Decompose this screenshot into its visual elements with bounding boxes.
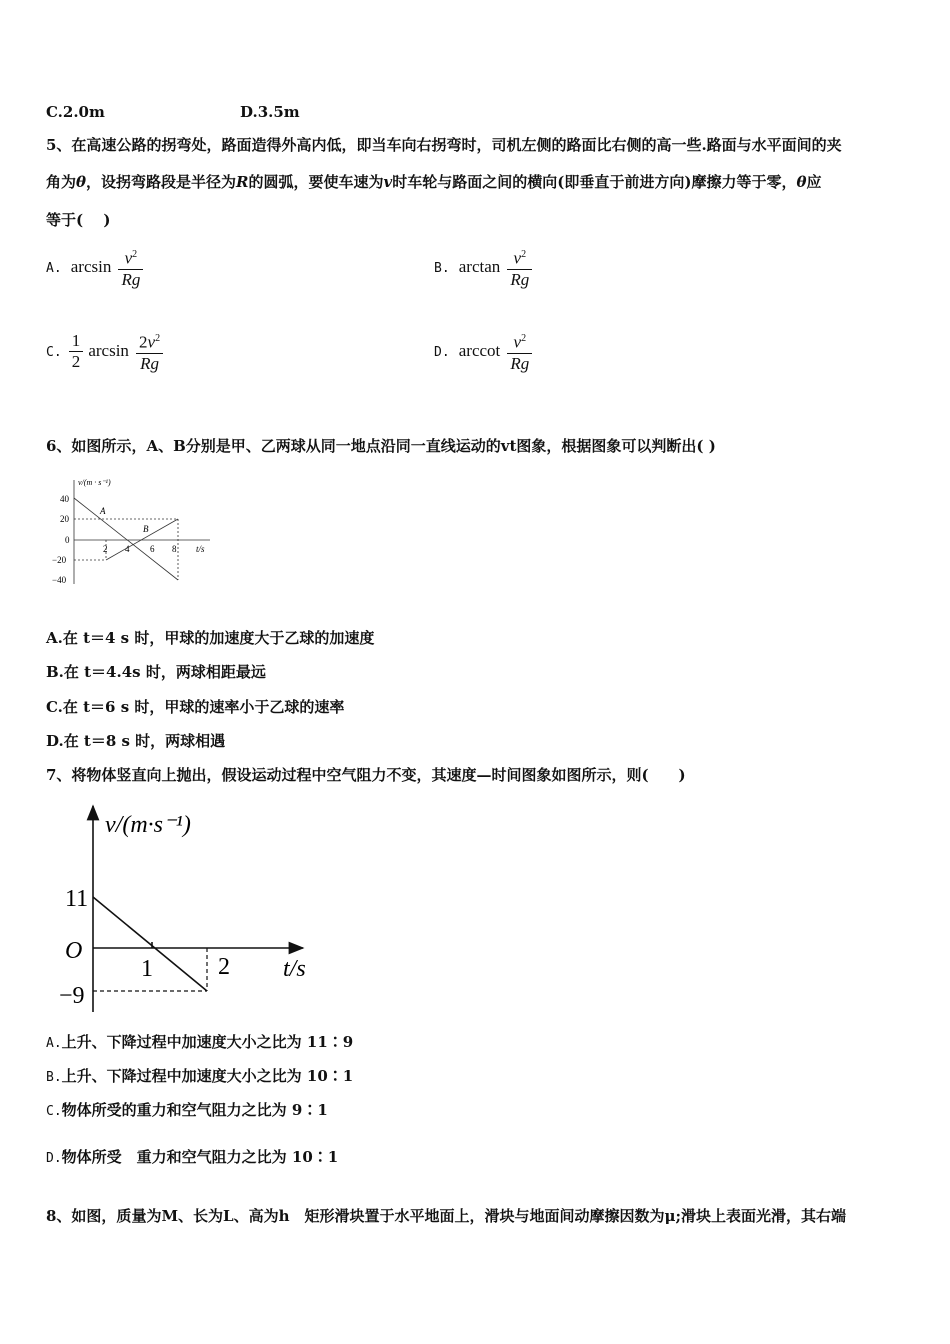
q6-xtick-6: 6	[150, 544, 155, 554]
q6-xtick-2: 2	[103, 544, 108, 554]
q6-option-a: A.在 t＝4 s 时，甲球的加速度大于乙球的加速度	[46, 629, 375, 647]
q7-option-b: B.上升、下降过程中加速度大小之比为 10∶1	[46, 1067, 354, 1085]
q6-option-d: D.在 t＝8 s 时，两球相遇	[46, 732, 226, 750]
q8-stem-line1: 8、如图，质量为M、长为L、高为h 矩形滑块置于水平地面上，滑块与地面间动摩擦因数为μ;滑块上表面光滑，其右端	[46, 1207, 847, 1225]
q6-vt-graph	[50, 474, 220, 589]
q6-line-a	[74, 498, 178, 580]
q7-ytick-minus9: −9	[59, 983, 85, 1009]
q7-option-a: A.上升、下降过程中加速度大小之比为 11∶9	[46, 1033, 354, 1051]
q5-option-c: C. $\frac{1}{2}$ arcsin $\frac{2v^2}{Rg}$	[46, 329, 163, 374]
q6-xtick-8: 8	[172, 544, 177, 554]
q6-stem: 6、如图所示，A、B分别是甲、乙两球从同一地点沿同一直线运动的vt图象，根据图象可以判断出( )	[46, 437, 716, 455]
q7-stem: 7、将物体竖直向上抛出，假设运动过程中空气阻力不变，其速度—时间图象如图所示，则( )	[46, 766, 686, 784]
q5-option-d: D. arccot $\frac{v^2}{Rg}$	[434, 329, 532, 374]
q7-vt-graph	[55, 800, 325, 1020]
q7-xtick-2: 2	[218, 954, 230, 980]
q6-option-b: B.在 t＝4.4s 时，两球相距最远	[46, 663, 266, 681]
q6-ytick-20: 20	[60, 514, 69, 524]
q6-x-label: t/s	[196, 544, 205, 554]
q7-option-c: C.物体所受的重力和空气阻力之比为 9∶1	[46, 1101, 328, 1119]
q7-origin-label: O	[65, 938, 83, 964]
q7-y-label: v/(m·s⁻¹)	[105, 812, 191, 838]
q6-ytick-0: 0	[65, 535, 70, 545]
q6-xtick-4: 4	[125, 544, 130, 554]
q6-ytick-40: 40	[60, 494, 69, 504]
q7-x-label: t/s	[283, 956, 306, 982]
prev-option-d: D.3.5m	[240, 103, 300, 121]
prev-option-c: C.2.0m	[46, 103, 105, 121]
q6-label-a: A	[100, 506, 106, 516]
q6-option-c: C.在 t＝6 s 时，甲球的速率小于乙球的速率	[46, 698, 345, 716]
q5-option-b: B. arctan $\frac{v^2}{Rg}$	[434, 245, 532, 290]
q5-stem-line1: 5、在高速公路的拐弯处，路面造得外高内低，即当车向右拐弯时，司机左侧的路面比右侧的高一些.路面与水平面间的夹	[46, 136, 842, 154]
q7-ytick-11: 11	[65, 886, 89, 912]
q7-xtick-1: 1	[141, 956, 153, 982]
q6-ytick-minus40: −40	[52, 575, 67, 585]
q6-label-b: B	[143, 524, 149, 534]
q5-stem-line2: 角为θ，设拐弯路段是半径为R的圆弧，要使车速为v时车轮与路面之间的横向(即垂直于前进方向)摩擦力等于零，θ应	[46, 173, 822, 191]
q6-ytick-minus20: −20	[52, 555, 67, 565]
q6-line-b	[106, 519, 178, 560]
q7-option-d: D.物体所受 重力和空气阻力之比为 10∶1	[46, 1148, 339, 1166]
q5-stem-line3: 等于( )	[46, 211, 111, 229]
q6-y-label: v/(m · s⁻¹)	[78, 478, 111, 487]
q5-option-a: A. arcsin $\frac{v^2}{Rg}$	[46, 245, 143, 290]
